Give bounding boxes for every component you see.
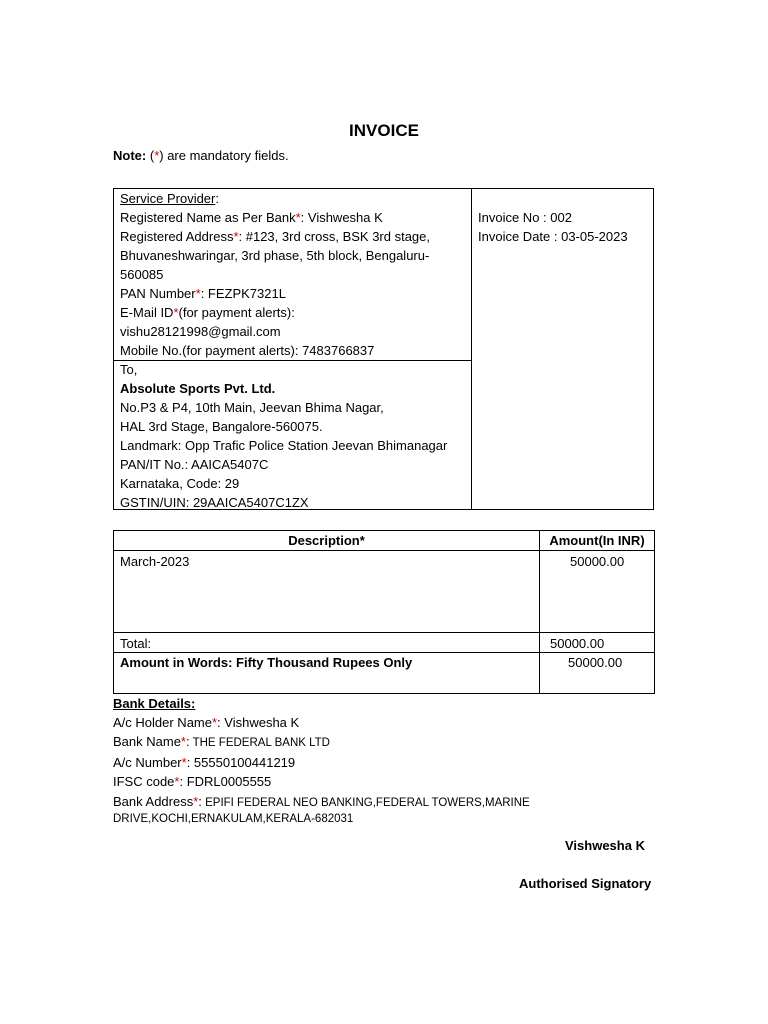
to-label: To, bbox=[120, 362, 138, 377]
acno-label: A/c Number bbox=[113, 755, 182, 770]
required-star: * bbox=[181, 755, 187, 770]
recipient-pan: PAN/IT No.: AAICA5407C bbox=[120, 457, 269, 472]
recipient-address-1: No.P3 & P4, 10th Main, Jeevan Bhima Nagar, bbox=[120, 400, 384, 415]
required-star: * bbox=[180, 734, 186, 749]
bank-details-heading: Bank Details: bbox=[113, 696, 196, 711]
reg-addr-line3: 560085 bbox=[120, 267, 164, 282]
total-divider bbox=[114, 632, 654, 633]
recipient-address-2: HAL 3rd Stage, Bangalore-560075. bbox=[120, 419, 323, 434]
required-star: * bbox=[211, 715, 218, 730]
column-divider bbox=[539, 531, 540, 693]
item-amount: 50000.00 bbox=[570, 554, 625, 569]
required-star: * bbox=[233, 229, 239, 244]
recipient-section bbox=[120, 360, 468, 512]
parties-box bbox=[113, 188, 654, 510]
reg-name-label: Registered Name as Per Bank bbox=[120, 210, 296, 225]
recipient-gstin: GSTIN/UIN: 29AAICA5407C1ZX bbox=[120, 495, 309, 510]
email-value: vishu28121998@gmail.com bbox=[120, 324, 281, 339]
bank-addr-label: Bank Address bbox=[113, 794, 194, 809]
invoice-number: Invoice No : 002 bbox=[478, 210, 572, 225]
vertical-divider bbox=[471, 189, 472, 509]
header-divider bbox=[114, 550, 654, 551]
bank-name-colon: : bbox=[185, 734, 190, 749]
total-label: Total: bbox=[120, 636, 152, 651]
mandatory-note bbox=[113, 146, 289, 165]
recipient-name: Absolute Sports Pvt. Ltd. bbox=[120, 381, 276, 396]
bank-addr-value2: DRIVE,KOCHI,ERNAKULAM,KERALA-682031 bbox=[113, 813, 354, 825]
required-star: * bbox=[173, 305, 179, 320]
pan-number bbox=[120, 284, 468, 303]
bank-addr-value1: EPIFI FEDERAL NEO BANKING,FEDERAL TOWERS,MARINE bbox=[201, 797, 530, 809]
words-amount-value: 50000.00 bbox=[568, 655, 623, 670]
reg-name-value: : Vishwesha K bbox=[300, 210, 383, 225]
ifsc-label: IFSC code bbox=[113, 774, 175, 789]
required-star: * bbox=[193, 794, 199, 809]
recipient-state: Karnataka, Code: 29 bbox=[120, 476, 240, 491]
reg-addr-line1: : #123, 3rd cross, BSK 3rd stage, bbox=[238, 229, 431, 244]
bank-details bbox=[113, 694, 530, 826]
ifsc-value: : FDRL0005555 bbox=[179, 774, 272, 789]
note-label: Note: bbox=[113, 148, 147, 163]
required-star: * bbox=[195, 286, 201, 301]
required-star: * bbox=[174, 774, 180, 789]
pan-value: : FEZPK7321L bbox=[200, 286, 286, 301]
email-suffix: (for payment alerts): bbox=[178, 305, 295, 320]
recipient-landmark: Landmark: Opp Trafic Police Station Jeevan Bhimanagar bbox=[120, 438, 448, 453]
invoice-title: INVOICE bbox=[349, 121, 419, 140]
registered-address bbox=[120, 227, 468, 246]
reg-addr-label: Registered Address bbox=[120, 229, 234, 244]
bank-address bbox=[113, 793, 530, 812]
invoice-date: Invoice Date : 03-05-2023 bbox=[478, 229, 628, 244]
amount-in-words: Amount in Words: Fifty Thousand Rupees Only bbox=[120, 655, 413, 670]
mobile-number: Mobile No.(for payment alerts): 7483766837 bbox=[120, 343, 375, 358]
invoice-info bbox=[478, 208, 628, 246]
registered-name bbox=[120, 208, 468, 227]
pan-label: PAN Number bbox=[120, 286, 196, 301]
required-star: * bbox=[154, 148, 160, 163]
service-provider-section bbox=[120, 189, 468, 360]
reg-addr-line2: Bhuvaneshwaringar, 3rd phase, 5th block, Bengaluru- bbox=[120, 248, 430, 263]
signatory-name: Vishwesha K bbox=[565, 838, 645, 853]
email-label: E-Mail ID bbox=[120, 305, 174, 320]
holder-label: A/c Holder Name bbox=[113, 715, 212, 730]
total-value: 50000.00 bbox=[550, 636, 605, 651]
bank-addr-colon: : bbox=[198, 794, 202, 809]
ifsc-code bbox=[113, 772, 530, 791]
bank-name-value: THE FEDERAL BANK LTD bbox=[189, 737, 330, 749]
signatory-title: Authorised Signatory bbox=[519, 876, 652, 891]
service-provider-heading: Service Provider bbox=[120, 191, 216, 206]
note-close: ) bbox=[159, 148, 164, 163]
items-table bbox=[113, 530, 655, 694]
account-number bbox=[113, 753, 530, 772]
bank-name bbox=[113, 732, 530, 753]
heading-colon: : bbox=[215, 191, 219, 206]
account-holder bbox=[113, 713, 530, 732]
item-description: March-2023 bbox=[120, 554, 190, 569]
email-label-row bbox=[120, 303, 468, 322]
required-star: * bbox=[295, 210, 301, 225]
acno-value: : 55550100441219 bbox=[186, 755, 296, 770]
description-header: Description* bbox=[288, 533, 365, 548]
note-text: are mandatory fields. bbox=[163, 148, 289, 163]
bank-name-label: Bank Name bbox=[113, 734, 181, 749]
holder-value: : Vishwesha K bbox=[217, 715, 300, 730]
amount-header: Amount(In INR) bbox=[549, 533, 645, 548]
note-open: ( bbox=[149, 148, 155, 163]
